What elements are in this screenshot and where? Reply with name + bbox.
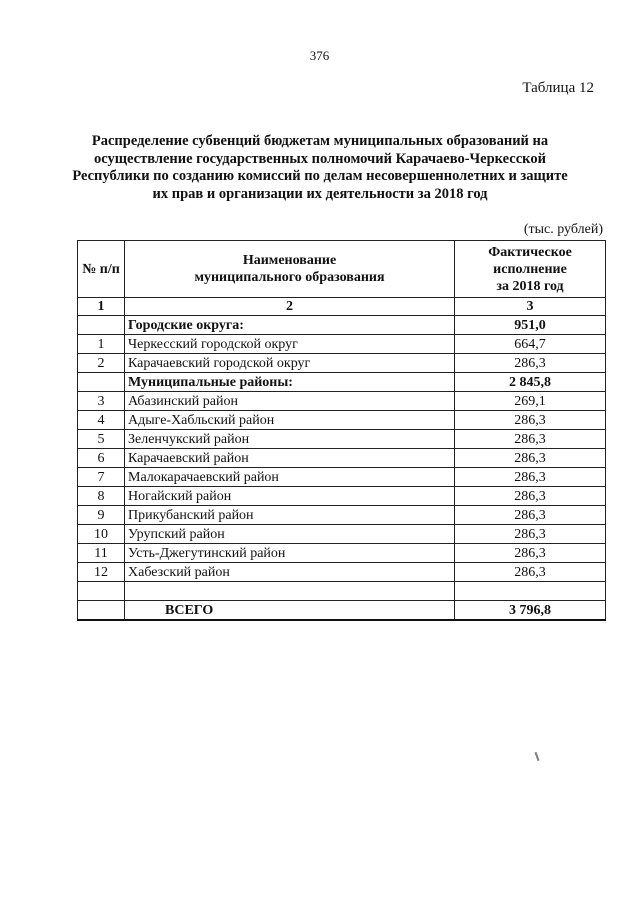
row-name: Адыге-Хабльский район (125, 411, 455, 430)
row-name: Хабезский район (125, 563, 455, 582)
row-value: 269,1 (455, 392, 606, 411)
row-value: 286,3 (455, 487, 606, 506)
row-number: 1 (78, 335, 125, 354)
group-row (78, 373, 606, 392)
row-value: 664,7 (455, 335, 606, 354)
subvention-table (77, 240, 606, 621)
row-value: 286,3 (455, 411, 606, 430)
table-row (78, 354, 606, 373)
row-number (78, 582, 125, 601)
empty-row (78, 582, 606, 601)
table-row (78, 449, 606, 468)
title-line: Республики по созданию комиссий по делам несовершеннолетних и защите (72, 168, 568, 184)
table-row (78, 392, 606, 411)
row-name: ВСЕГО (125, 601, 455, 621)
title-line: осуществление государственных полномочий Карачаево-Черкесской (94, 150, 546, 167)
header-name-line: муниципального образования (194, 270, 385, 285)
table-row (78, 411, 606, 430)
row-number: 11 (78, 544, 125, 563)
scan-mark (535, 752, 540, 761)
header-value-line: Фактическое (488, 244, 572, 260)
header-value-line: исполнение (493, 261, 567, 277)
row-number: 2 (78, 354, 125, 373)
unit-note: (тыс. рублей) (523, 222, 603, 237)
row-number: 6 (78, 449, 125, 468)
row-value: 286,3 (455, 544, 606, 563)
row-name: Муниципальные районы: (125, 373, 455, 392)
title-line: Распределение субвенций бюджетам муниципальных образований на (91, 133, 549, 149)
row-value: 3 796,8 (455, 601, 606, 621)
row-value: 951,0 (455, 316, 606, 335)
row-name: Карачаевский городской округ (125, 354, 455, 373)
header-name (125, 241, 455, 298)
row-name: Малокарачаевский район (125, 468, 455, 487)
row-number: 9 (78, 506, 125, 525)
total-row (78, 601, 606, 621)
row-value (455, 582, 606, 601)
row-value: 286,3 (455, 430, 606, 449)
header-number: № п/п (78, 241, 125, 298)
row-name: Зеленчукский район (125, 430, 455, 449)
table-row (78, 563, 606, 582)
header-value-line: за 2018 год (496, 278, 564, 294)
row-name: Урупский район (125, 525, 455, 544)
column-number: 3 (455, 298, 606, 316)
column-numbers-row (78, 298, 606, 316)
row-number (78, 316, 125, 335)
header-row (78, 241, 606, 298)
row-number: 3 (78, 392, 125, 411)
table-row (78, 468, 606, 487)
row-name: Городские округа: (125, 316, 455, 335)
row-value: 286,3 (455, 468, 606, 487)
row-number (78, 373, 125, 392)
row-number: 7 (78, 468, 125, 487)
column-number: 1 (78, 298, 125, 316)
row-number: 10 (78, 525, 125, 544)
row-value: 286,3 (455, 525, 606, 544)
title-line: их прав и организации их деятельности за 2018 год (152, 185, 488, 202)
row-number: 5 (78, 430, 125, 449)
group-row (78, 316, 606, 335)
table-row (78, 335, 606, 354)
row-name: Ногайский район (125, 487, 455, 506)
row-number: 4 (78, 411, 125, 430)
document-title (70, 133, 570, 203)
row-name (125, 582, 455, 601)
row-name: Абазинский район (125, 392, 455, 411)
row-name: Усть-Джегутинский район (125, 544, 455, 563)
row-name: Карачаевский район (125, 449, 455, 468)
table-row (78, 430, 606, 449)
row-number (78, 601, 125, 621)
page-number: 376 (309, 48, 330, 63)
row-value: 286,3 (455, 449, 606, 468)
table-row (78, 506, 606, 525)
column-number: 2 (125, 298, 455, 316)
row-name: Прикубанский район (125, 506, 455, 525)
table-row (78, 487, 606, 506)
row-value: 286,3 (455, 506, 606, 525)
row-value: 2 845,8 (455, 373, 606, 392)
header-name-line: Наименование (242, 253, 337, 268)
table-label: Таблица 12 (522, 80, 594, 96)
row-name: Черкесский городской округ (125, 335, 455, 354)
row-number: 12 (78, 563, 125, 582)
row-value: 286,3 (455, 354, 606, 373)
row-number: 8 (78, 487, 125, 506)
table-row (78, 544, 606, 563)
row-value: 286,3 (455, 563, 606, 582)
header-value (455, 241, 606, 298)
table-row (78, 525, 606, 544)
